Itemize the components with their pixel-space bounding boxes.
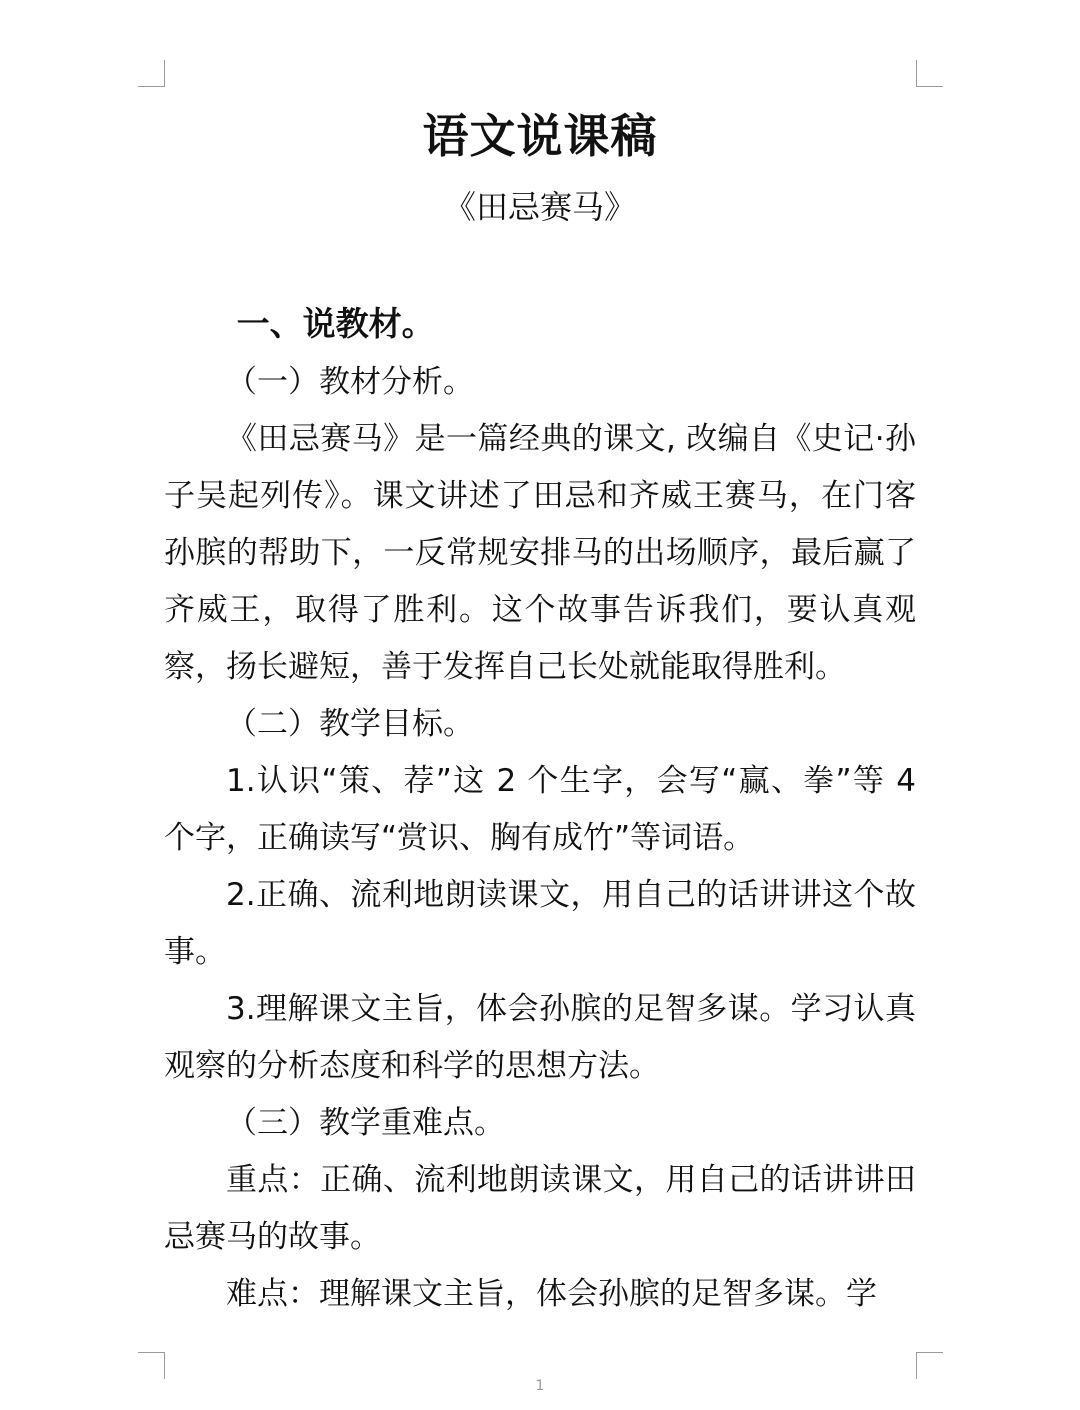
subsection-heading-key-points: （三）教学重难点。 <box>226 1105 505 1141</box>
document-body <box>164 294 916 1323</box>
section-heading-1: 一、说教材。 <box>236 304 435 343</box>
crop-mark-top-right <box>916 60 943 87</box>
paragraph-goal-3: 3.理解课文主旨，体会孙膑的足智多谋。学习认真观察的分析态度和科学的思想方法。 <box>164 991 916 1084</box>
paragraph-goal-2: 2.正确、流利地朗读课文，用自己的话讲讲这个故事。 <box>164 877 916 970</box>
crop-mark-bottom-right <box>916 1352 943 1379</box>
paragraph-key-point: 重点：正确、流利地朗读课文，用自己的话讲讲田忌赛马的故事。 <box>164 1162 916 1255</box>
crop-mark-top-left <box>138 60 165 87</box>
paragraph-goal-1: 1.认识“策、荐”这 2 个生字，会写“赢、拳”等 4 个字，正确读写“赏识、胸有成竹”等词语。 <box>164 763 916 856</box>
document-title: 语文说课稿 <box>422 109 658 163</box>
page-number: 1 <box>535 1378 545 1394</box>
document-subtitle: 《田忌赛马》 <box>443 188 636 226</box>
paragraph-analysis: 《田忌赛马》是一篇经典的课文, 改编自《史记·孙子吴起列传》。课文讲述了田忌和齐威王赛马，在门客孙膑的帮助下，一反常规安排马的出场顺序，最后赢了齐威王，取得了胜利。这个故事告诉我们，要认真观察，扬长避短，善于发挥自己长处就能取得胜利。 <box>164 421 916 685</box>
subsection-heading-analysis: （一）教材分析。 <box>226 364 474 400</box>
paragraph-difficult-point: 难点：理解课文主旨，体会孙膑的足智多谋。学 <box>226 1276 877 1312</box>
crop-mark-bottom-left <box>138 1352 165 1379</box>
subsection-heading-goals: （二）教学目标。 <box>226 706 474 742</box>
